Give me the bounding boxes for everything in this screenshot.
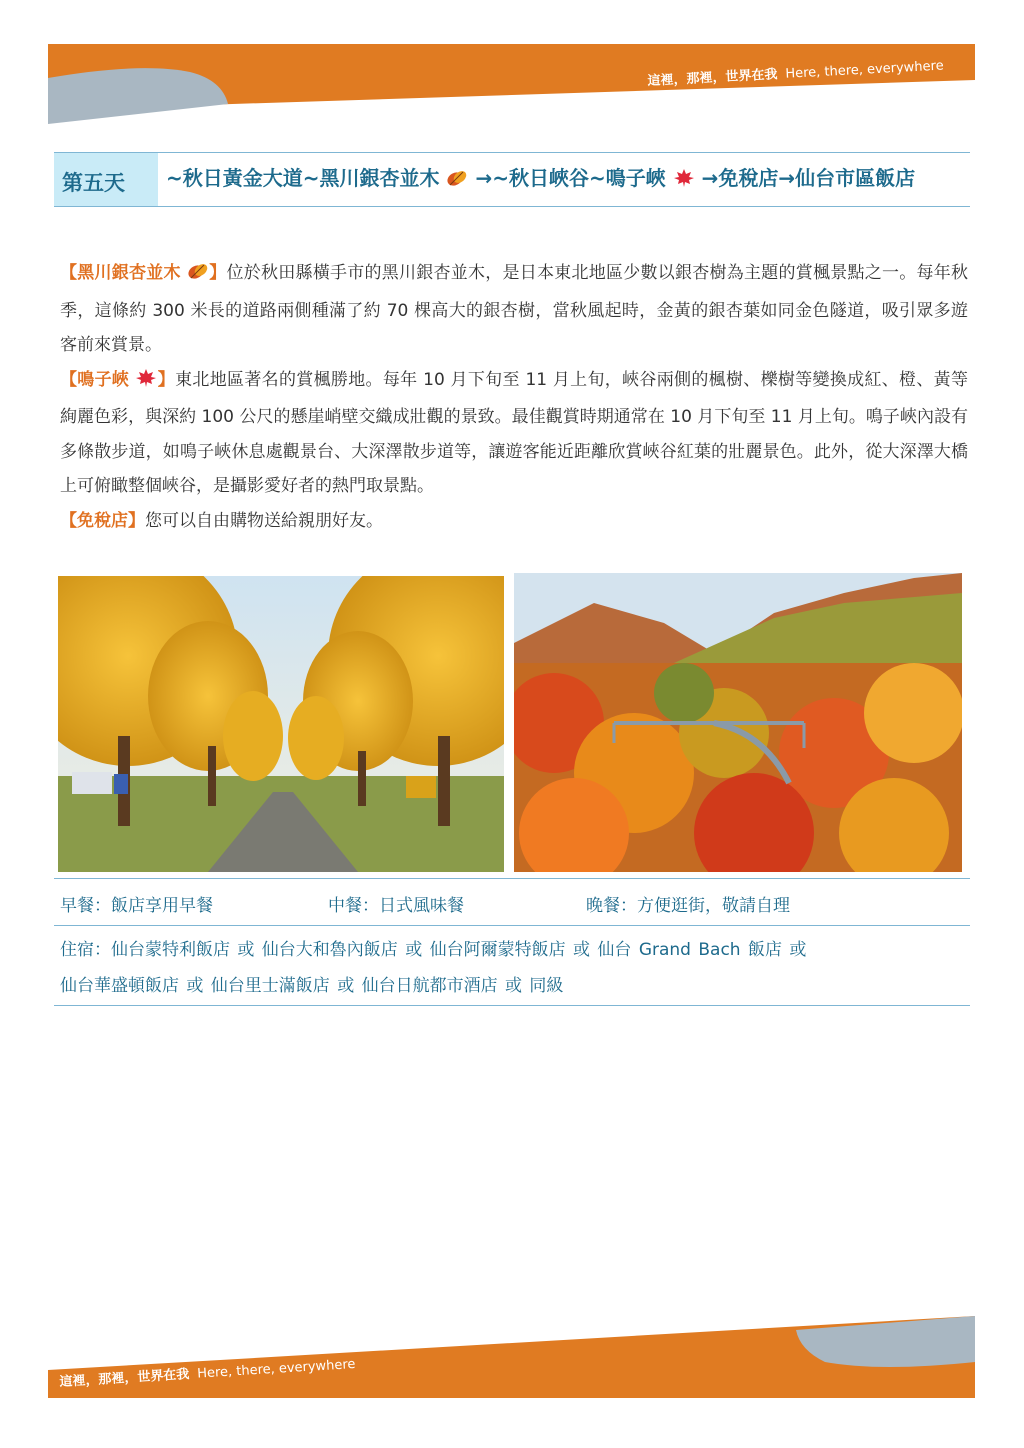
ginkgo-avenue-photo (58, 576, 504, 872)
dinner-info: 晚餐：方便逛街，敬請自理 (586, 896, 790, 916)
autumn-leaves-icon (187, 259, 209, 294)
kurokawa-tag: 【黑川銀杏並木 】 (60, 263, 226, 283)
day-label: 第五天 (54, 153, 158, 206)
day-title (158, 153, 970, 206)
maple-leaf-icon (673, 162, 695, 200)
naruko-tag: 【鳴子峽 】 (60, 370, 175, 390)
day-header (54, 152, 970, 207)
itinerary-body (60, 256, 968, 538)
day-title-part2: →~秋日峽谷~鳴子峽 (475, 166, 666, 190)
dutyfree-text: 您可以自由購物送給親朋好友。 (145, 510, 383, 531)
meals-row (54, 878, 970, 926)
lodging-line1: 住宿：仙台蒙特利飯店 或 仙台大和魯內飯店 或 仙台阿爾蒙特飯店 或 仙台 Grand Bach 飯店 或 (60, 940, 807, 960)
lodging-line2: 仙台華盛頓飯店 或 仙台里士滿飯店 或 仙台日航都市酒店 或 同級 (60, 976, 564, 996)
footer-slogan-zh: 這裡，那裡，世界在我 (59, 1367, 190, 1390)
kurokawa-text: 位於秋田縣橫手市的黑川銀杏並木，是日本東北地區少數以銀杏樹為主題的賞楓景點之一。每年秋季，這條約 300 米長的道路兩側種滿了約 70 棵高大的銀杏樹，當秋風起時，金黃的銀杏葉如同金色隧道，吸引眾多遊客前來賞景。 (60, 263, 969, 355)
kurokawa-paragraph (60, 256, 968, 363)
lodging-row (54, 926, 970, 1006)
autumn-leaves-icon (446, 162, 468, 200)
header-slogan-zh: 這裡，那裡，世界在我 (647, 67, 778, 89)
dutyfree-paragraph (60, 504, 968, 539)
naruko-gorge-photo (514, 573, 962, 872)
breakfast-info: 早餐：飯店享用早餐 (60, 896, 213, 916)
day-title-part3: →免稅店→仙台市區飯店 (701, 166, 916, 190)
dutyfree-tag: 【免稅店】 (60, 510, 145, 531)
naruko-text: 東北地區著名的賞楓勝地。每年 10 月下旬至 11 月上旬，峽谷兩側的楓樹、櫟樹等變換成紅、橙、黃等絢麗色彩，與深約 100 公尺的懸崖峭壁交織成壯觀的景致。最佳觀賞時期通常在 10 月下旬至 11 月上旬。鳴子峽內設有多條散步道，如鳴子峽休息處觀景台、大深澤散步道等，讓遊客能近距離欣賞峽谷紅葉的壯麗景色。此外，從大深澤大橋上可俯瞰整個峽谷，是攝影愛好者的熱門取景點。 (60, 369, 968, 496)
day-title-part1: ~秋日黃金大道~黑川銀杏並木 (166, 166, 440, 190)
maple-leaf-icon (135, 366, 157, 401)
lunch-info: 中餐：日式風味餐 (328, 896, 464, 916)
header-slogan-en: Here, there, everywhere (785, 58, 945, 82)
naruko-paragraph (60, 363, 968, 504)
footer-slogan-en: Here, there, everywhere (196, 1356, 356, 1382)
